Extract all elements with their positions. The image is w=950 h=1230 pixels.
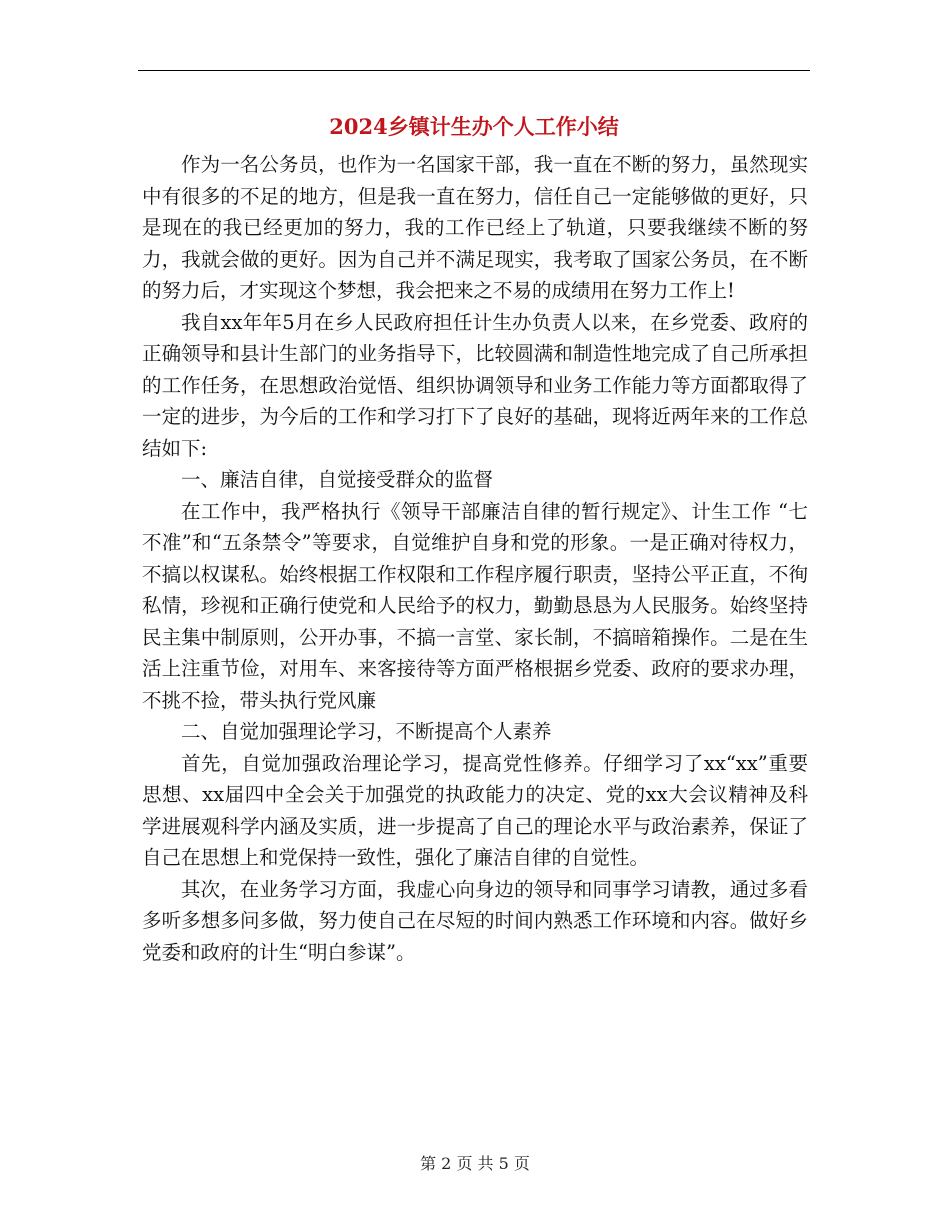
section-heading-1: 一、廉洁自律，自觉接受群众的监督 bbox=[181, 468, 494, 491]
document-title: 2024乡镇计生办个人工作小结 bbox=[329, 114, 619, 139]
paragraph-intro: 作为一名公务员，也作为一名国家干部，我一直在不断的努力，虽然现实中有很多的不足的地方，但是我一直在努力，信任自己一定能够做的更好，只是现在的我已经更加的努力，我的工作已经上了轨道，只要我继续不断的努力，我就会做的更好。因为自己并不满足现实，我考取了国家公务员，在不断的努力后，才实现这个梦想，我会把来之不易的成绩用在努力工作上! bbox=[142, 153, 808, 302]
paragraph-section-1: 在工作中，我严格执行《领导干部廉洁自律的暂行规定》、计生工作 “七不准”和“五条禁令”等要求，自觉维护自身和党的形象。一是正确对待权力，不搞以权谋私。始终根据工作权限和工作程序履行职责，坚持公平正直，不徇私情，珍视和正确行使党和人民给予的权力，勤勤恳恳为人民服务。始终坚持民主集中制原则，公开办事，不搞一言堂、家长制，不搞暗箱操作。二是在生活上注重节俭，对用车、来客接待等方面严格根据乡党委、政府的要求办理，不挑不捡，带头执行党风廉 bbox=[142, 499, 808, 712]
paragraph-background: 我自xx年年5月在乡人民政府担任计生办负责人以来，在乡党委、政府的正确领导和县计生部门的业务指导下，比较圆满和制造性地完成了自己所承担的工作任务，在思想政治觉悟、组织协调领导和业务工作能力等方面都取得了一定的进步，为今后的工作和学习打下了良好的基础，现将近两年来的工作总结如下: bbox=[142, 310, 808, 460]
document-body bbox=[142, 149, 808, 968]
paragraph-section-2-second: 其次，在业务学习方面，我虚心向身边的领导和同事学习请教，通过多看多听多想多问多做，努力使自己在尽短的时间内熟悉工作环境和内容。做好乡党委和政府的计生“明白参谋”。 bbox=[142, 877, 808, 964]
section-heading-2: 二、自觉加强理论学习，不断提高个人素养 bbox=[181, 720, 552, 743]
paragraph-section-2-first: 首先，自觉加强政治理论学习，提高党性修养。仔细学习了xx“xx”重要思想、xx届四中全会关于加强党的执政能力的决定、党的xx大会议精神及科学进展观科学内涵及实质，进一步提高了自己的理论水平与政治素养，保证了自己在思想上和党保持一致性，强化了廉洁自律的自觉性。 bbox=[142, 751, 808, 869]
header-rule bbox=[138, 70, 810, 71]
page-number: 第 2 页 共 5 页 bbox=[420, 1154, 530, 1173]
